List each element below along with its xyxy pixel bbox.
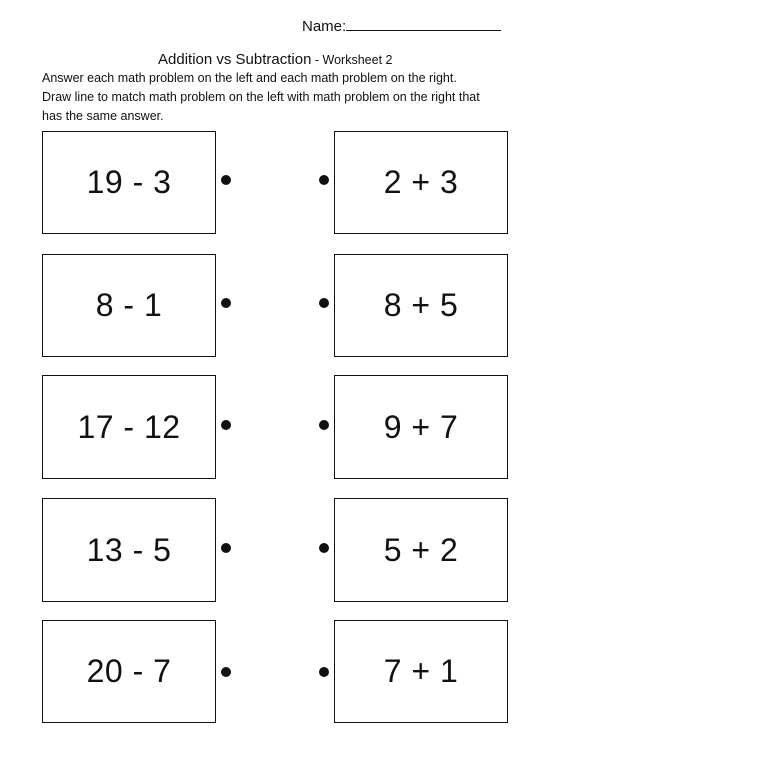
left-problem-box [42, 498, 216, 602]
right-connector-dot[interactable] [319, 298, 329, 308]
left-problem-text: 20 - 7 [86, 653, 172, 689]
left-problem-text: 8 - 1 [95, 287, 163, 323]
left-problem-box [42, 254, 216, 357]
instruction-line: has the same answer. [42, 109, 164, 123]
right-problem-box [334, 620, 508, 723]
name-blank-line[interactable] [346, 16, 501, 31]
right-problem-text: 8 + 5 [383, 287, 459, 323]
title-main: Addition vs Subtraction [158, 51, 312, 68]
right-problem-box [334, 375, 508, 479]
right-problem-box [334, 498, 508, 602]
left-connector-dot[interactable] [221, 298, 231, 308]
left-problem-box [42, 375, 216, 479]
title-sub: - Worksheet 2 [311, 53, 393, 67]
right-connector-dot[interactable] [319, 420, 329, 430]
right-connector-dot[interactable] [319, 175, 329, 185]
left-connector-dot[interactable] [221, 420, 231, 430]
left-connector-dot[interactable] [221, 667, 231, 677]
left-problem-text: 13 - 5 [86, 531, 172, 568]
left-problem-text: 17 - 12 [77, 408, 181, 445]
left-problem-text: 19 - 3 [86, 164, 172, 200]
right-connector-dot[interactable] [319, 543, 329, 553]
right-problem-text: 2 + 3 [383, 164, 459, 200]
left-problem-box [42, 620, 216, 723]
name-label: Name: [302, 18, 347, 35]
right-problem-box [334, 254, 508, 357]
instruction-line: Draw line to match math problem on the left with math problem on the right that [42, 90, 480, 104]
left-connector-dot[interactable] [221, 543, 231, 553]
right-problem-text: 9 + 7 [383, 408, 459, 445]
right-problem-box [334, 131, 508, 234]
left-connector-dot[interactable] [221, 175, 231, 185]
instructions [42, 69, 542, 126]
right-connector-dot[interactable] [319, 667, 329, 677]
right-problem-text: 5 + 2 [383, 531, 459, 568]
name-field[interactable] [302, 16, 501, 36]
right-problem-text: 7 + 1 [383, 653, 459, 689]
left-problem-box [42, 131, 216, 234]
instruction-line: Answer each math problem on the left and each math problem on the right. [42, 71, 457, 85]
worksheet-title [158, 51, 392, 69]
